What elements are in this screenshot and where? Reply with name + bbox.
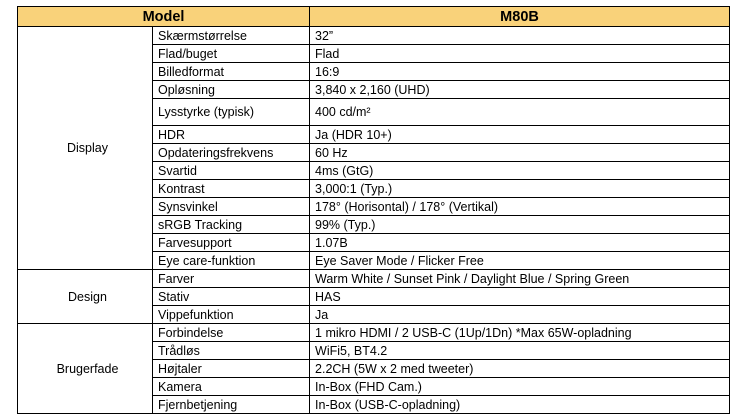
spec-label: Vippefunktion: [153, 306, 310, 324]
spec-label: Fjernbetjening: [153, 396, 310, 414]
spec-label: Farvesupport: [153, 234, 310, 252]
spec-value: 3,000:1 (Typ.): [310, 180, 730, 198]
spec-value: Flad: [310, 45, 730, 63]
table-row: [18, 270, 730, 288]
spec-value: 32”: [310, 27, 730, 45]
spec-label: Skærmstørrelse: [153, 27, 310, 45]
group-interface: Brugerfade: [18, 324, 153, 414]
spec-label: Billedformat: [153, 63, 310, 81]
group-display: Display: [18, 27, 153, 270]
spec-value: 178° (Horisontal) / 178° (Vertikal): [310, 198, 730, 216]
spec-value: In-Box (USB-C-opladning): [310, 396, 730, 414]
spec-value: Eye Saver Mode / Flicker Free: [310, 252, 730, 270]
spec-value: 99% (Typ.): [310, 216, 730, 234]
table-row: [18, 27, 730, 45]
spec-value: 1 mikro HDMI / 2 USB-C (1Up/1Dn) *Max 65W-opladning: [310, 324, 730, 342]
spec-label: HDR: [153, 126, 310, 144]
spec-value: 3,840 x 2,160 (UHD): [310, 81, 730, 99]
spec-value: 400 cd/m²: [310, 99, 730, 126]
table-row: [18, 324, 730, 342]
model-name-header: M80B: [310, 7, 730, 27]
spec-label: Kamera: [153, 378, 310, 396]
spec-value: Ja (HDR 10+): [310, 126, 730, 144]
group-design: Design: [18, 270, 153, 324]
spec-value: 4ms (GtG): [310, 162, 730, 180]
spec-value: 1.07B: [310, 234, 730, 252]
spec-table: [17, 6, 730, 414]
spec-value: 60 Hz: [310, 144, 730, 162]
spec-value: WiFi5, BT4.2: [310, 342, 730, 360]
spec-label: Synsvinkel: [153, 198, 310, 216]
spec-value: Warm White / Sunset Pink / Daylight Blue / Spring Green: [310, 270, 730, 288]
spec-label: Lysstyrke (typisk): [153, 99, 310, 126]
spec-label: Opdateringsfrekvens: [153, 144, 310, 162]
spec-label: Højtaler: [153, 360, 310, 378]
header-row: [18, 7, 730, 27]
spec-label: Trådløs: [153, 342, 310, 360]
spec-label: Stativ: [153, 288, 310, 306]
spec-label: Kontrast: [153, 180, 310, 198]
spec-label: Svartid: [153, 162, 310, 180]
spec-label: Eye care-funktion: [153, 252, 310, 270]
spec-label: Opløsning: [153, 81, 310, 99]
spec-label: Flad/buget: [153, 45, 310, 63]
spec-value: 2.2CH (5W x 2 med tweeter): [310, 360, 730, 378]
spec-label: Farver: [153, 270, 310, 288]
spec-value: In-Box (FHD Cam.): [310, 378, 730, 396]
spec-value: HAS: [310, 288, 730, 306]
spec-label: sRGB Tracking: [153, 216, 310, 234]
model-header: Model: [18, 7, 310, 27]
spec-value: 16:9: [310, 63, 730, 81]
spec-label: Forbindelse: [153, 324, 310, 342]
spec-value: Ja: [310, 306, 730, 324]
